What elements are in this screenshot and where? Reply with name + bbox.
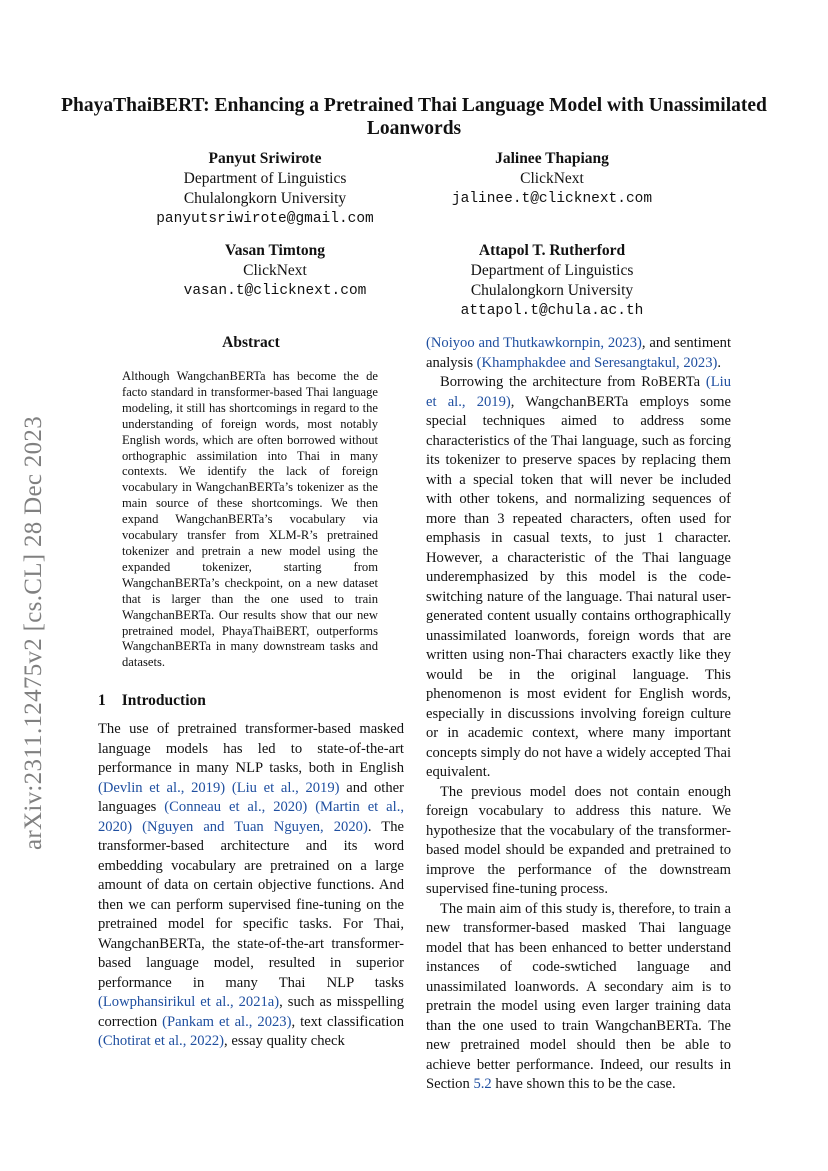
citation-link[interactable]: (Khamphakdee and Seresangtakul, 2023) — [476, 354, 718, 371]
author-name: Vasan Timtong — [224, 242, 326, 259]
paragraph-text — [307, 799, 315, 815]
author-block-3 — [125, 241, 425, 301]
section-heading-introduction — [98, 692, 404, 710]
intro-paragraph-4 — [426, 900, 731, 1095]
citation-link[interactable]: (Martin et al., 2020) — [98, 799, 404, 835]
citation-link[interactable]: (Devlin et al., 2019) — [98, 779, 226, 796]
author-affiliation: ClickNext — [520, 170, 584, 187]
paragraph-text: . The transformer-based architecture and its word embedding vocabulary are pretrained on a large amount of data on certain objective functions. And then we can perform supervised fine-tuning on the pretrained model for specific tasks. For Thai, WangchanBERTa, the state-of-the-art transformer-based language model, resulted in superior performance in many Thai NLP tasks — [98, 818, 404, 991]
citation-link[interactable]: (Chotirat et al., 2022) — [98, 1033, 225, 1050]
author-block-2 — [402, 149, 702, 209]
author-email[interactable]: vasan.t@clicknext.com — [183, 283, 367, 299]
citation-link[interactable]: (Conneau et al., 2020) — [164, 799, 308, 816]
author-affiliation: Chulalongkorn University — [470, 282, 634, 299]
author-affiliation: Department of Linguistics — [183, 170, 347, 187]
intro-paragraph-2 — [426, 373, 731, 783]
citation-link[interactable]: (Liu et al., 2019) — [231, 779, 340, 796]
paragraph-text: . — [717, 354, 722, 371]
author-name: Panyut Sriwirote — [208, 150, 322, 167]
paragraph-text: The main aim of this study is, therefore, to train a new transformer-based masked Thai language model that has been enhanced to better understand instances of code-swtiched language and unassimilated loanwords. A secondary aim is to pretrain the model using even larger training data than the one used to train WangchanBERTa. The new pretrained model should then be able to achieve better performance. Indeed, our results in Section — [426, 900, 731, 1092]
citation-link[interactable]: (Pankam et al., 2023) — [162, 1013, 292, 1030]
author-email[interactable]: panyutsriwirote@gmail.com — [156, 211, 374, 227]
abstract-heading: Abstract — [222, 334, 280, 351]
arxiv-identifier: arXiv:2311.12475v2 [cs.CL] 28 Dec 2023 — [20, 415, 47, 850]
paragraph-text: Borrowing the architecture from RoBERTa — [440, 374, 706, 390]
left-column — [98, 334, 404, 1052]
right-column — [426, 334, 731, 1095]
paragraph-text: , such as misspelling correction — [98, 994, 404, 1030]
section-reference-link[interactable]: 5.2 — [473, 1076, 492, 1092]
paragraph-text: and other languages — [98, 779, 404, 816]
author-name: Attapol T. Rutherford — [478, 242, 626, 259]
citation-link[interactable]: (Noiyoo and Thutkawkornpin, 2023) — [426, 335, 642, 351]
author-block-4 — [402, 241, 702, 321]
abstract-text: Although WangchanBERTa has become the de facto standard in transformer-based Thai language modeling, it still has shortcomings in regard to the understanding of foreign words, most notably English words, which are often borrowed without orthographic assimilation into Thai in many contexts. We identify the lack of foreign vocabulary in WangchanBERTa’s tokenizer as the main source of these shortcomings. We then expand WangchanBERTa’s vocabulary via vocabulary transfer from XLM-R’s pretrained tokenizer and pretrain a new model using the expanded tokenizer, starting from WangchanBERTa’s checkpoint, on a new dataset that is larger than the one used to train WangchanBERTa. Our results show that our new pretrained model, PhayaThaiBERT, outperforms WangchanBERTa in many downstream tasks and datasets. — [122, 369, 378, 670]
citation-link[interactable]: (Liu et al., 2019) — [426, 374, 731, 410]
intro-paragraph-3: The previous model does not contain enough foreign vocabulary to address this nature. We hypothesize that the vocabulary of the transformer-based model should be expanded and pretrained to improve the performance of the downstream supervised fine-tuning process. — [426, 783, 731, 897]
citation-link[interactable]: (Lowphansirikul et al., 2021a) — [98, 994, 280, 1011]
author-name: Jalinee Thapiang — [495, 150, 609, 167]
paragraph-text: The use of pretrained transformer-based masked language models has led to state-of-the-art performance in many NLP tasks, both in English — [98, 721, 404, 777]
author-email[interactable]: attapol.t@chula.ac.th — [460, 303, 644, 319]
paragraph-text — [132, 819, 142, 835]
paragraph-text: , text classification — [291, 1013, 404, 1030]
paper-title: PhayaThaiBERT: Enhancing a Pretrained Thai Language Model with Unassimilated Loanwords — [61, 95, 767, 139]
paragraph-text — [225, 780, 232, 796]
author-affiliation: ClickNext — [243, 262, 307, 279]
paragraph-text: , and sentiment analysis — [426, 335, 731, 371]
section-number: 1 — [98, 692, 106, 710]
author-block-1 — [115, 149, 415, 229]
intro-paragraph-continued — [426, 334, 731, 373]
citation-link[interactable]: (Nguyen and Tuan Nguyen, 2020) — [142, 818, 368, 835]
paragraph-text: , WangchanBERTa employs some special techniques aimed to address some characteristics of the Thai language, such as forcing its tokenizer to preserve spaces by replacing them with a special token that will never be included with other tokens, and normalizing sequences of more than 3 repeated characters, often used for emphasis in casual texts, to just 1 character. However, a characteristic of the Thai language underemphasized by this model is the code-switching nature of the language. Thai natural user-generated content usually contains orthographically unassimilated loanwords, foreign words that are written using non-Thai characters exactly like they would be in the original language. This phenomenon is most evident for English words, especially in discussions involving foreign culture or in academic context, where many important concepts simply do not have a widely accepted Thai equivalent. — [426, 393, 731, 780]
paragraph-text: , essay quality check — [224, 1033, 345, 1050]
intro-paragraph-1 — [98, 720, 404, 1052]
author-affiliation: Department of Linguistics — [470, 262, 634, 279]
author-email[interactable]: jalinee.t@clicknext.com — [451, 191, 653, 207]
author-affiliation: Chulalongkorn University — [183, 190, 347, 207]
paragraph-text: have shown this to be the case. — [491, 1076, 676, 1092]
section-title: Introduction — [121, 692, 206, 710]
